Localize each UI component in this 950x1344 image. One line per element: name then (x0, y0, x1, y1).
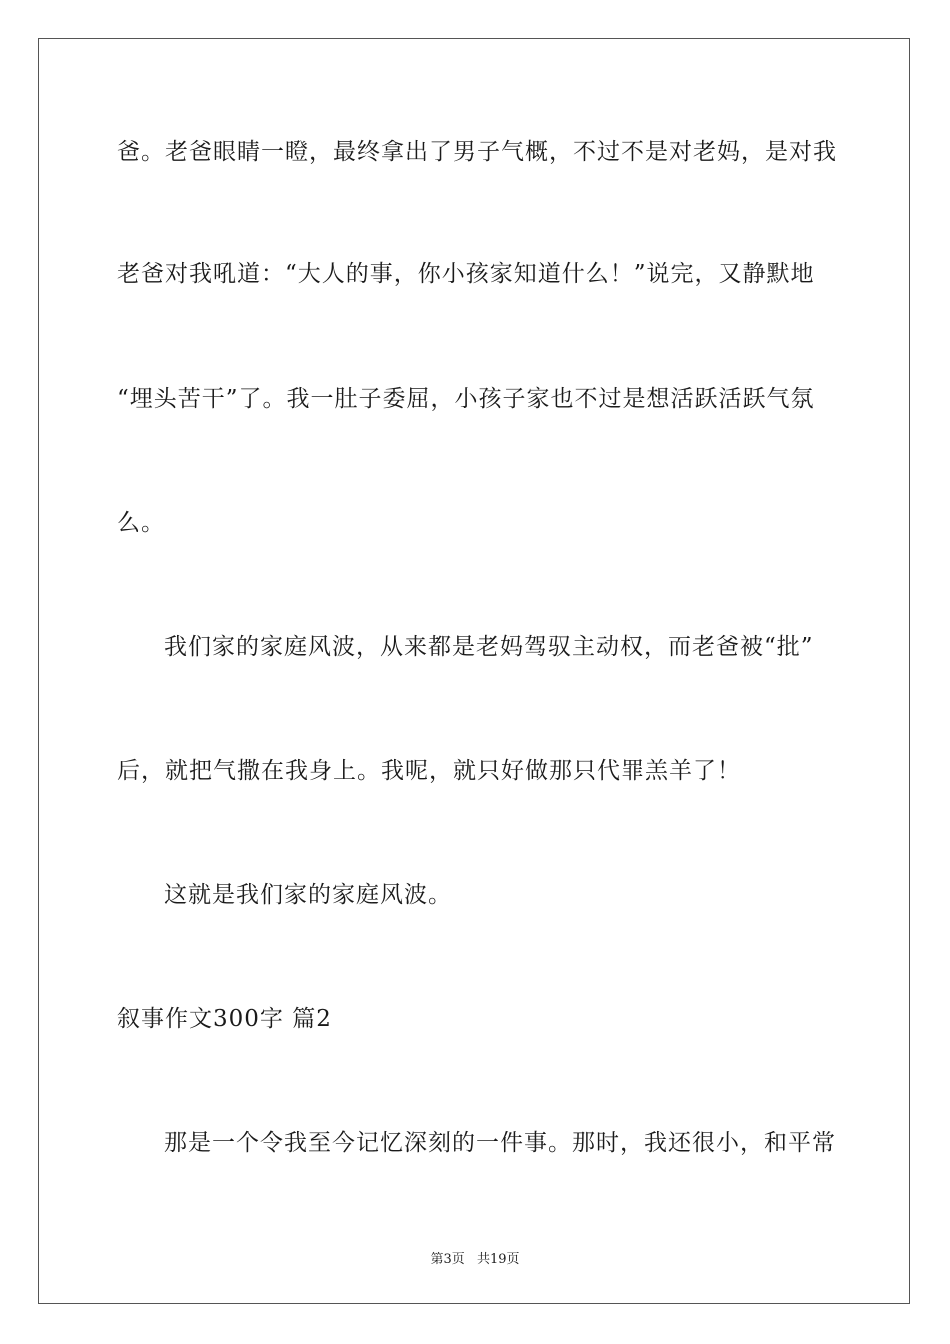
text-line-7: 这就是我们家的家庭风波。 (164, 882, 452, 908)
text-line-1: 爸。老爸眼睛一瞪，最终拿出了男子气概，不过不是对老妈，是对我 (117, 139, 837, 165)
section-heading: 叙事作文300字 篇2 (117, 1006, 332, 1032)
text-line-4: 么。 (117, 510, 165, 536)
text-line-3: “埋头苦干”了。我一肚子委屈，小孩子家也不过是想活跃活跃气氛 (117, 386, 815, 412)
text-line-2: 老爸对我吼道：“大人的事，你小孩家知道什么！”说完，又静默地 (117, 261, 815, 287)
text-line-6: 后，就把气撒在我身上。我呢，就只好做那只代罪羔羊了！ (117, 758, 741, 784)
page-border (38, 38, 910, 1304)
text-line-5: 我们家的家庭风波，从来都是老妈驾驭主动权，而老爸被“批” (164, 634, 814, 660)
page-number: 第3页 (430, 1252, 465, 1267)
text-line-9: 那是一个令我至今记忆深刻的一件事。那时，我还很小，和平常 (164, 1130, 836, 1156)
page-total: 共19页 (476, 1252, 520, 1267)
page-footer (0, 1248, 950, 1267)
